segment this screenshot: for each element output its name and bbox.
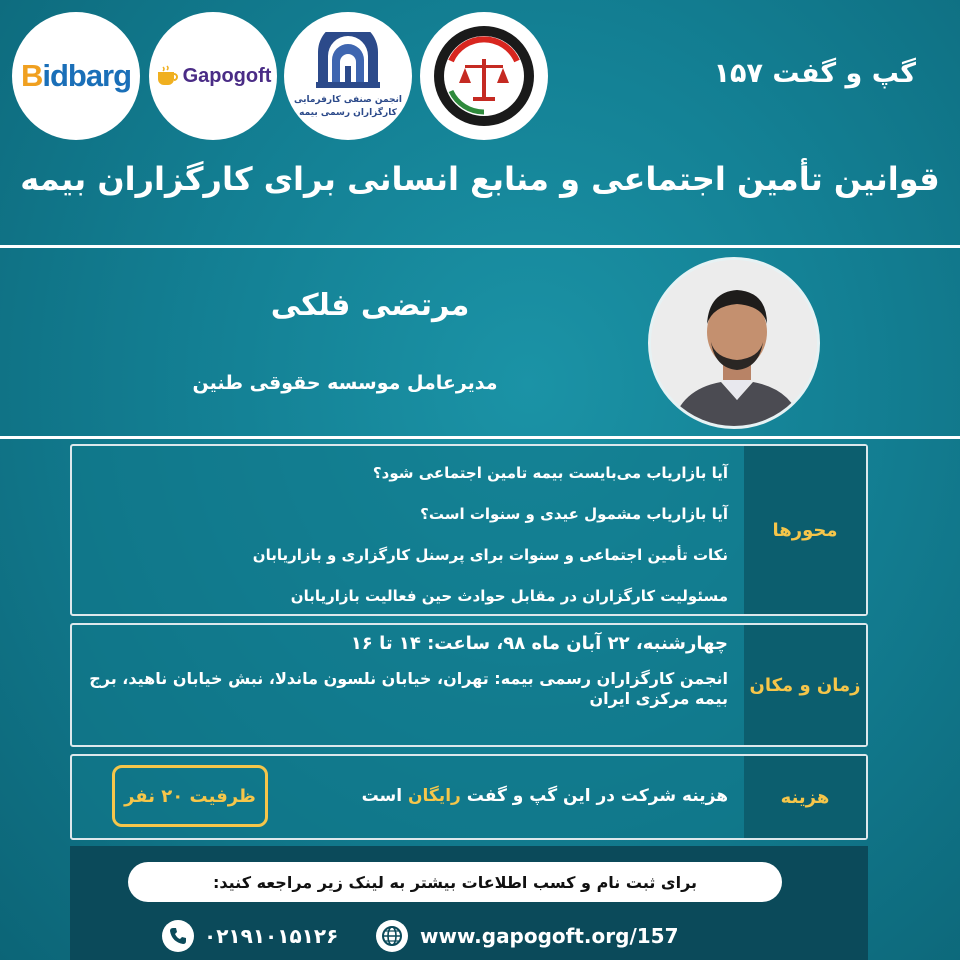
gapogoft-logo (149, 12, 277, 140)
association-logo (284, 12, 412, 140)
cost-text-before: هزینه شرکت در این گپ و گفت (460, 786, 728, 806)
topic-item: آیا بازاریاب مشمول عیدی و سنوات است؟ (420, 505, 728, 523)
globe-icon (376, 920, 408, 952)
tanin-logo (420, 12, 548, 140)
topics-box (70, 444, 868, 616)
topic-item: نکات تأمین اجتماعی و سنوات برای پرسنل کارگزاری و بازاریابان (252, 546, 728, 564)
cost-label: هزینه (744, 756, 866, 838)
schedule-box (70, 623, 868, 747)
series-title: گپ و گفت ۱۵۷ (713, 58, 916, 89)
cost-text-after: است (361, 786, 409, 806)
gapogoft-logo-text: Gapogoft (182, 64, 272, 87)
topics-list (188, 464, 728, 628)
divider (0, 245, 960, 248)
divider (0, 436, 960, 439)
arches-icon (312, 32, 384, 90)
capacity-badge: ظرفیت ۲۰ نفر (112, 765, 268, 827)
cost-text (328, 786, 728, 806)
event-title: قوانین تأمین اجتماعی و منابع انسانی برای کارگزاران بیمه (20, 160, 940, 198)
coffee-cup-icon (155, 65, 181, 87)
phone-icon (162, 920, 194, 952)
person-avatar-icon (651, 260, 820, 429)
topics-label: محورها (744, 446, 866, 614)
schedule-label: زمان و مکان (744, 625, 866, 745)
event-datetime: چهارشنبه، ۲۲ آبان ماه ۹۸، ساعت: ۱۴ تا ۱۶ (350, 633, 728, 654)
association-logo-text: انجمن صنفی کارفرمایی کارگزاران رسمی بیمه (293, 95, 403, 118)
website-link[interactable]: www.gapogoft.org/157 (420, 924, 679, 948)
topic-item: مسئولیت کارگزاران در مقابل حوادث حین فعالیت بازاریابان (290, 587, 728, 605)
bidbarg-logo-text: idbarg (42, 58, 132, 93)
speaker-role: مدیرعامل موسسه حقوقی طنین (192, 372, 498, 394)
topic-item: آیا بازاریاب می‌بایست بیمه تامین اجتماعی شود؟ (372, 464, 728, 482)
free-word: رایگان (408, 786, 461, 806)
register-callout: برای ثبت نام و کسب اطلاعات بیشتر به لینک زیر مراجعه کنید: (128, 862, 782, 902)
phone-number[interactable]: ۰۲۱۹۱۰۱۵۱۲۶ (204, 924, 339, 948)
speaker-photo (648, 257, 820, 429)
cost-box (70, 754, 868, 840)
bidbarg-logo-letter: B (20, 58, 43, 93)
footer (70, 846, 868, 960)
speaker-name: مرتضی فلکی (270, 288, 470, 323)
event-venue: انجمن کارگزاران رسمی بیمه: تهران، خیابان نلسون ماندلا، نبش خیابان ناهید، برج بیمه مرکزی ایران (89, 669, 728, 708)
scales-of-justice-icon (429, 21, 539, 131)
bidbarg-logo (12, 12, 140, 140)
partner-logos (12, 12, 552, 140)
